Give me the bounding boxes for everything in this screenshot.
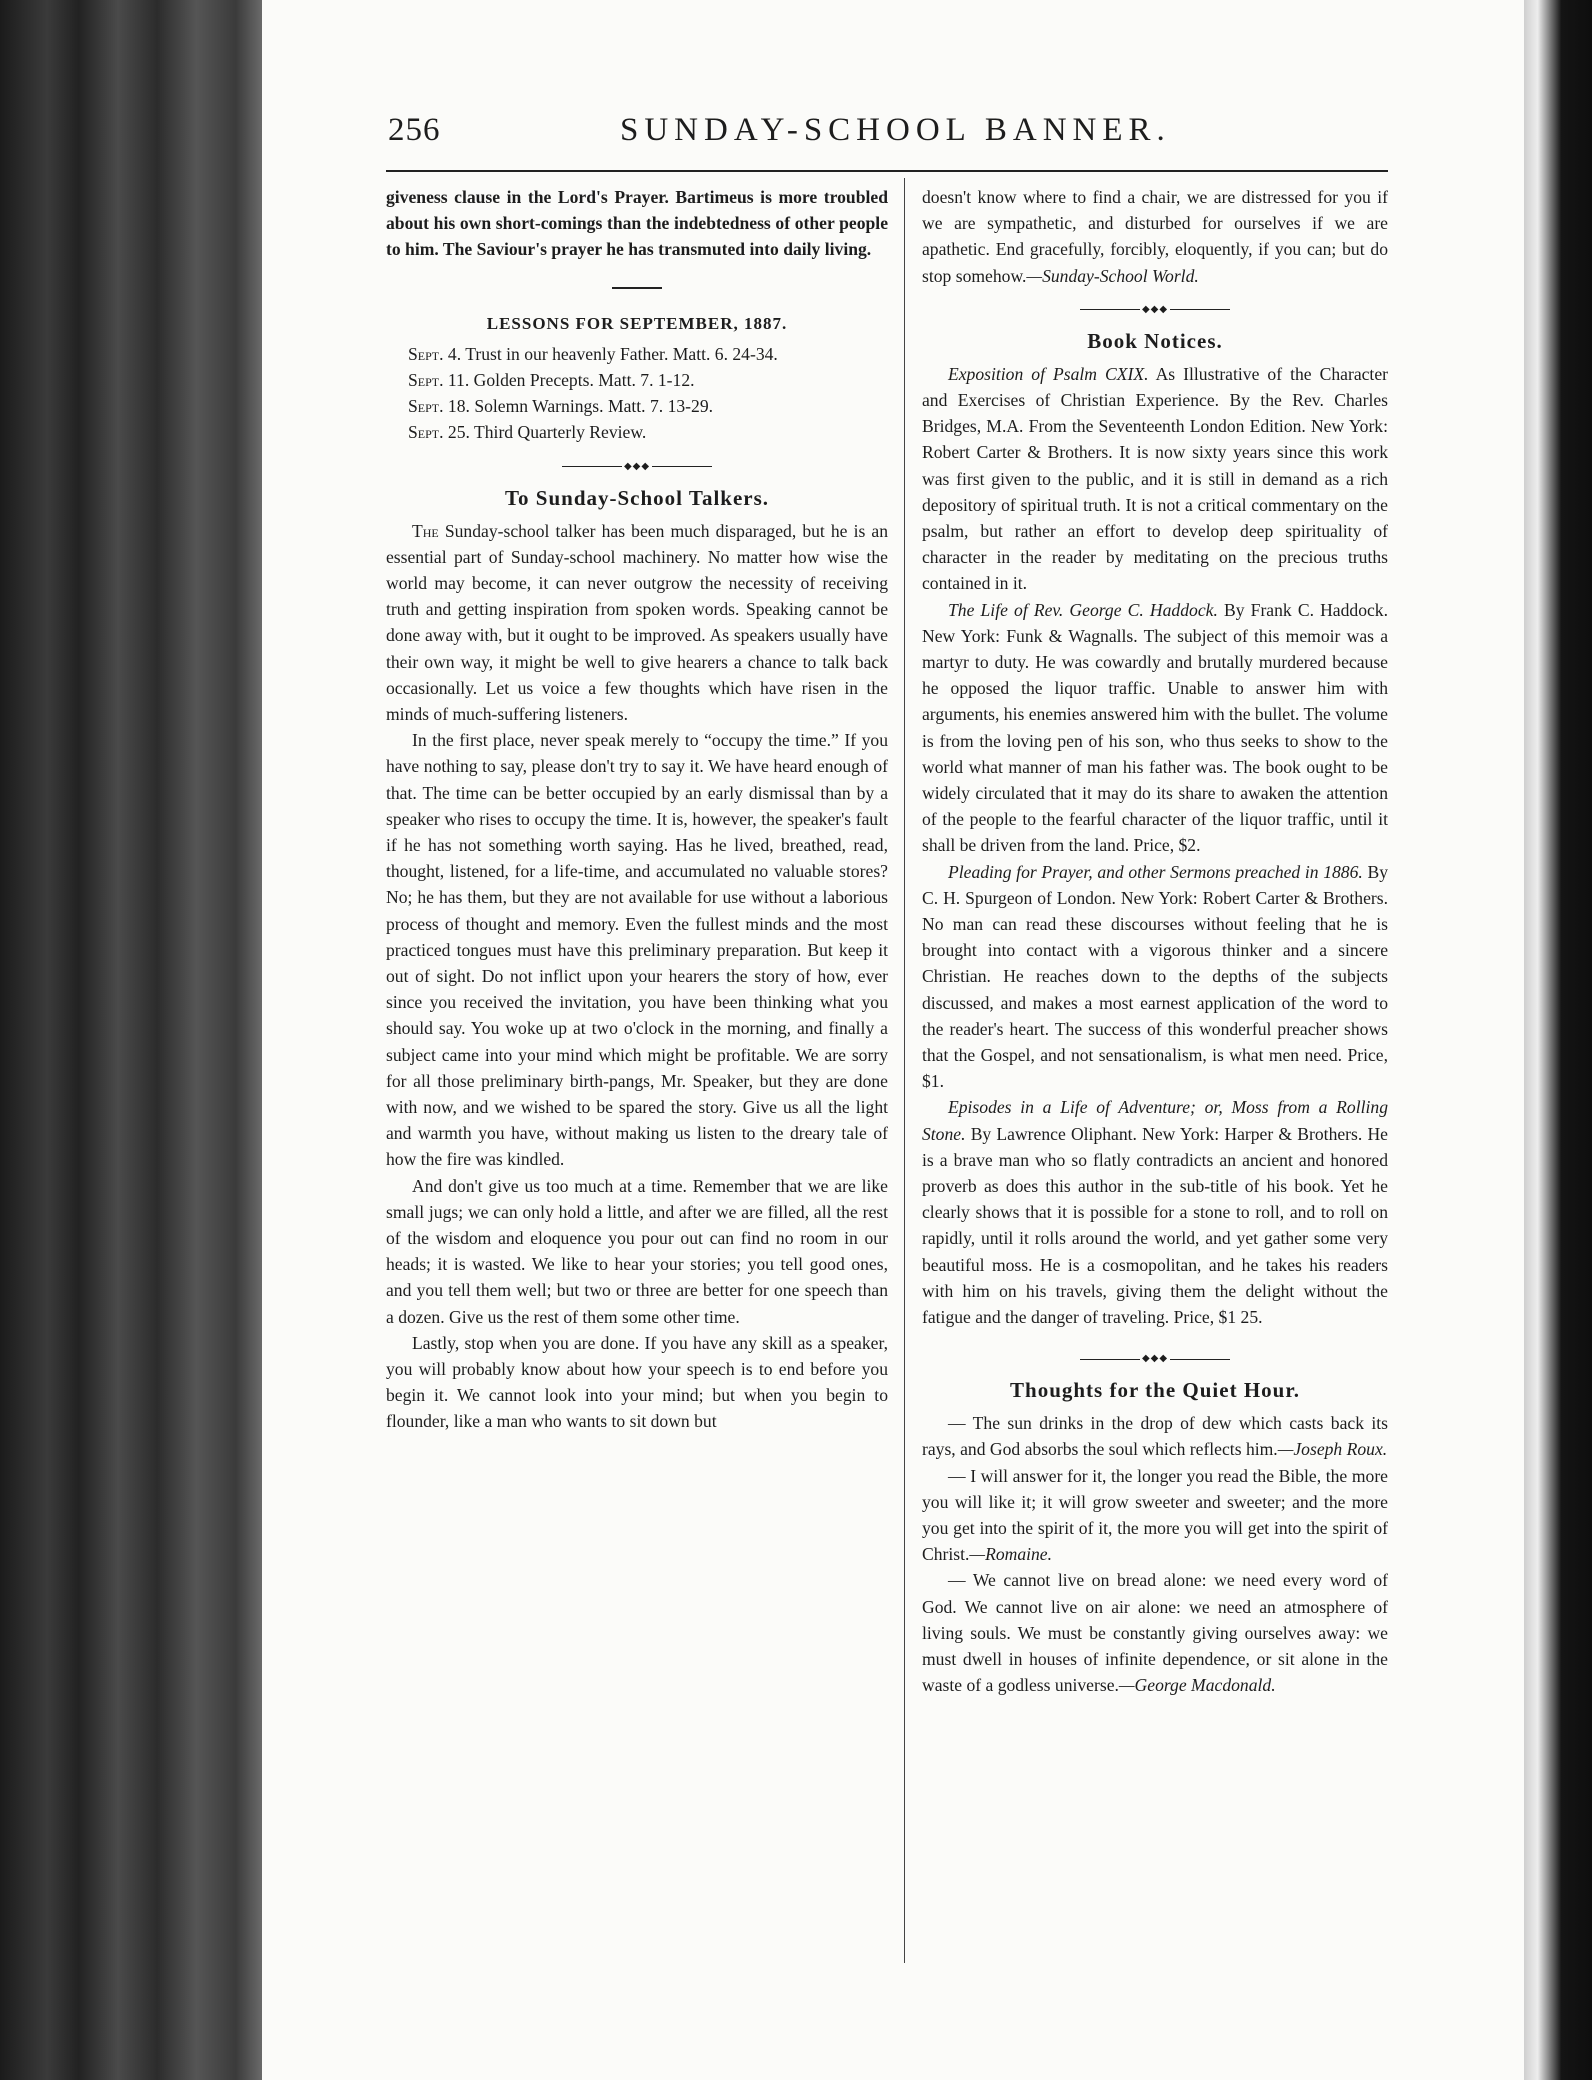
- article-paragraph: In the first place, never speak merely to “occupy the time.” If you have nothing to say, please don't try to say it. We have heard enough of that. The time can be better occupied by an early dismissal than by a speaker who rises to occupy the time. It is, however, the speaker's fault if he has not something worth saying. Has he lived, breathed, read, thought, listened, for a life-time, and accumulated no valuable stores? No; he has them, but they are not available for use without a laborious process of thought and memory. Even the fullest minds and the most practiced tongues must have this preliminary preparation. But keep it out of sight. Do not inflict upon your hearers the story of how, ever since you received the invitation, you have been thinking what you should say. You woke up at two o'clock in the morning, and finally a subject came into your mind which might be profitable. We are sorry for all those preliminary birth-pangs, Mr. Speaker, but they are done with now, and we wished to be spared the story. Give us all the light and warmth you have, without making us listen to the dreary tale of how the fire was kindled.: [386, 730, 888, 1170]
- thought-item: [922, 1410, 1388, 1462]
- header-rule: [386, 170, 1388, 172]
- book-text: By C. H. Spurgeon of London. New York: Robert Carter & Brothers. No man can read these discourses without feeling that he is brought into contact with a vigorous thinker and a sincere Christian. He reaches down to the depths of the subjects discussed, and makes a most earnest application of the word to the reader's heart. The success of this wonderful preacher shows that the Gospel, and not sensationalism, is what men need. Price, $1.: [922, 861, 1388, 1092]
- book-notice: [922, 597, 1388, 859]
- lesson-text: Solemn Warnings. Matt. 7. 13-29.: [474, 396, 714, 417]
- column-rule: [904, 178, 905, 1963]
- article-paragraph: Lastly, stop when you are done. If you have any skill as a speaker, you will probably know about how your speech is to end before you begin it. We cannot look into your mind; but when you begin to flounder, like a man who wants to sit down but: [386, 1332, 888, 1432]
- lesson-date: Sept. 11.: [408, 370, 470, 391]
- lesson-text: Third Quarterly Review.: [474, 422, 647, 443]
- lesson-date: Sept. 18.: [408, 396, 470, 417]
- lesson-item: [386, 367, 888, 393]
- right-column: [922, 184, 1388, 1698]
- left-column: [386, 184, 888, 1435]
- thoughts-heading: Thoughts for the Quiet Hour.: [1010, 1378, 1300, 1403]
- next-page-edge: [1524, 0, 1592, 2080]
- book-text: As Illustrative of the Character and Exercises of Christian Experience. By the Rev. Charles Bridges, M.A. From the Seventeenth London Edition. New York: Robert Carter & Brothers. It is now sixty years since this work was first given to the public, and it is still in demand as a rich depository of spiritual truth. It is not a critical commentary on the psalm, but rather an effort to develop deep spirituality of character in the reader by meditating on the precious truths contained in it.: [922, 363, 1388, 594]
- book-text: By Frank C. Haddock. New York: Funk & Wagnalls. The subject of this memoir was a martyr to duty. He was cowardly and brutally murdered because he opposed the liquor traffic. Unable to answer him with arguments, his enemies answered him with the bullet. The volume is from the loving pen of his son, who thus seeks to show to the world what manner of man his father was. The book ought to be widely circulated that it may do its share to awaken the attention of the people to the fearful character of the liquor traffic, until it shall be driven from the land. Price, $2.: [922, 599, 1389, 856]
- paragraph-text: Sunday-school talker has been much disparaged, but he is an essential part of Sunday-school machinery. No matter how wise the world may become, it can never outgrow the necessity of receiving truth and getting inspiration from spoken words. Speaking cannot be done away with, but it ought to be improved. As speakers usually have their own way, it might be well to give hearers a chance to talk back occasionally. Let us voice a few thoughts which have risen in the minds of much-suffering listeners.: [386, 520, 888, 724]
- thought-source: —Joseph Roux.: [1277, 1439, 1388, 1460]
- thought-text: — I will answer for it, the longer you read the Bible, the more you will like it; it will grow sweeter and sweeter; and the more you get into the spirit of it, the more you will get into the spirit of Christ.: [922, 1465, 1388, 1565]
- short-rule: [612, 287, 662, 289]
- book-title: The Life of Rev. George C. Haddock.: [948, 599, 1218, 620]
- thought-source: —George Macdonald.: [1118, 1675, 1276, 1696]
- source-attribution: —Sunday-School World.: [1026, 265, 1199, 286]
- lesson-item: [386, 419, 888, 445]
- running-head: [388, 112, 1184, 162]
- book-text: By Lawrence Oliphant. New York: Harper & Brothers. He is a brave man who so flatly contradicts an ancient and honored proverb as does this author in the sub-title of his book. Yet he clearly shows that it is possible for a stone to roll, and to roll on rapidly, until it rolls around the world, and yet gather some very beautiful moss. He is a cosmopolitan, and he takes his readers with him on his travels, giving them the delight without the fatigue and the danger of traveling. Price, $1 25.: [922, 1123, 1388, 1328]
- page-number: 256: [388, 112, 441, 148]
- thought-item: [922, 1463, 1388, 1568]
- lesson-item: [386, 341, 888, 367]
- thought-item: [922, 1567, 1388, 1698]
- book-title: Exposition of Psalm CXIX.: [948, 363, 1149, 384]
- lesson-date: Sept. 4.: [408, 343, 462, 364]
- article-paragraph: And don't give us too much at a time. Remember that we are like small jugs; we can only hold a little, and after we are filled, all the rest of the wisdom and eloquence you pour out can find no room in our heads; it is wasted. We like to hear your stories; you tell good ones, and you tell them well; but two or three are better for one speech than a dozen. Give us the rest of them some other time.: [386, 1175, 888, 1327]
- thought-text: — We cannot live on bread alone: we need every word of God. We cannot live on air alone: we need an atmosphere of living souls. We must be constantly giving ourselves away: we must dwell in houses of infinite dependence, or sit alone in the waste of a godless universe.: [922, 1570, 1388, 1696]
- book-title: Episodes in a Life of Adventure; or, Moss from a Rolling Stone.: [922, 1097, 1388, 1144]
- ornament-separator: ◆◆◆: [922, 1352, 1388, 1364]
- lesson-text: Trust in our heavenly Father. Matt. 6. 24-34.: [465, 343, 778, 364]
- book-notice: [922, 1094, 1388, 1330]
- lessons-heading: LESSONS FOR SEPTEMBER, 1887.: [486, 313, 788, 333]
- book-notice: [922, 361, 1388, 597]
- page-title: SUNDAY-SCHOOL BANNER.: [620, 112, 1171, 148]
- article-title: To Sunday-School Talkers.: [504, 485, 770, 510]
- ornament-separator: ◆◆◆: [386, 460, 888, 472]
- ornament-separator: ◆◆◆: [922, 303, 1388, 315]
- continued-paragraph: [922, 184, 1388, 289]
- book-title: Pleading for Prayer, and other Sermons preached in 1886.: [948, 861, 1363, 882]
- article-paragraph: [386, 518, 888, 728]
- intro-paragraph: giveness clause in the Lord's Prayer. Bartimeus is more troubled about his own short-comings than the indebtedness of other people to him. The Saviour's prayer he has transmuted into daily living.: [386, 187, 888, 260]
- lesson-text: Golden Precepts. Matt. 7. 1-12.: [473, 370, 695, 391]
- lesson-date: Sept. 25.: [408, 422, 470, 443]
- thought-text: — The sun drinks in the drop of dew which casts back its rays, and God absorbs the soul which reflects him.: [922, 1413, 1388, 1460]
- book-spine: [0, 0, 262, 2080]
- drop-word: The: [412, 520, 439, 541]
- book-notice: [922, 859, 1388, 1095]
- paragraph-text: doesn't know where to find a chair, we are distressed for you if we are sympathetic, and disturbed for ourselves if we are apathetic. End gracefully, forcibly, eloquently, if you can; but do stop somehow.: [922, 187, 1388, 286]
- thought-source: —Romaine.: [969, 1544, 1053, 1565]
- book-notices-heading: Book Notices.: [1087, 328, 1223, 353]
- lesson-item: [386, 393, 888, 419]
